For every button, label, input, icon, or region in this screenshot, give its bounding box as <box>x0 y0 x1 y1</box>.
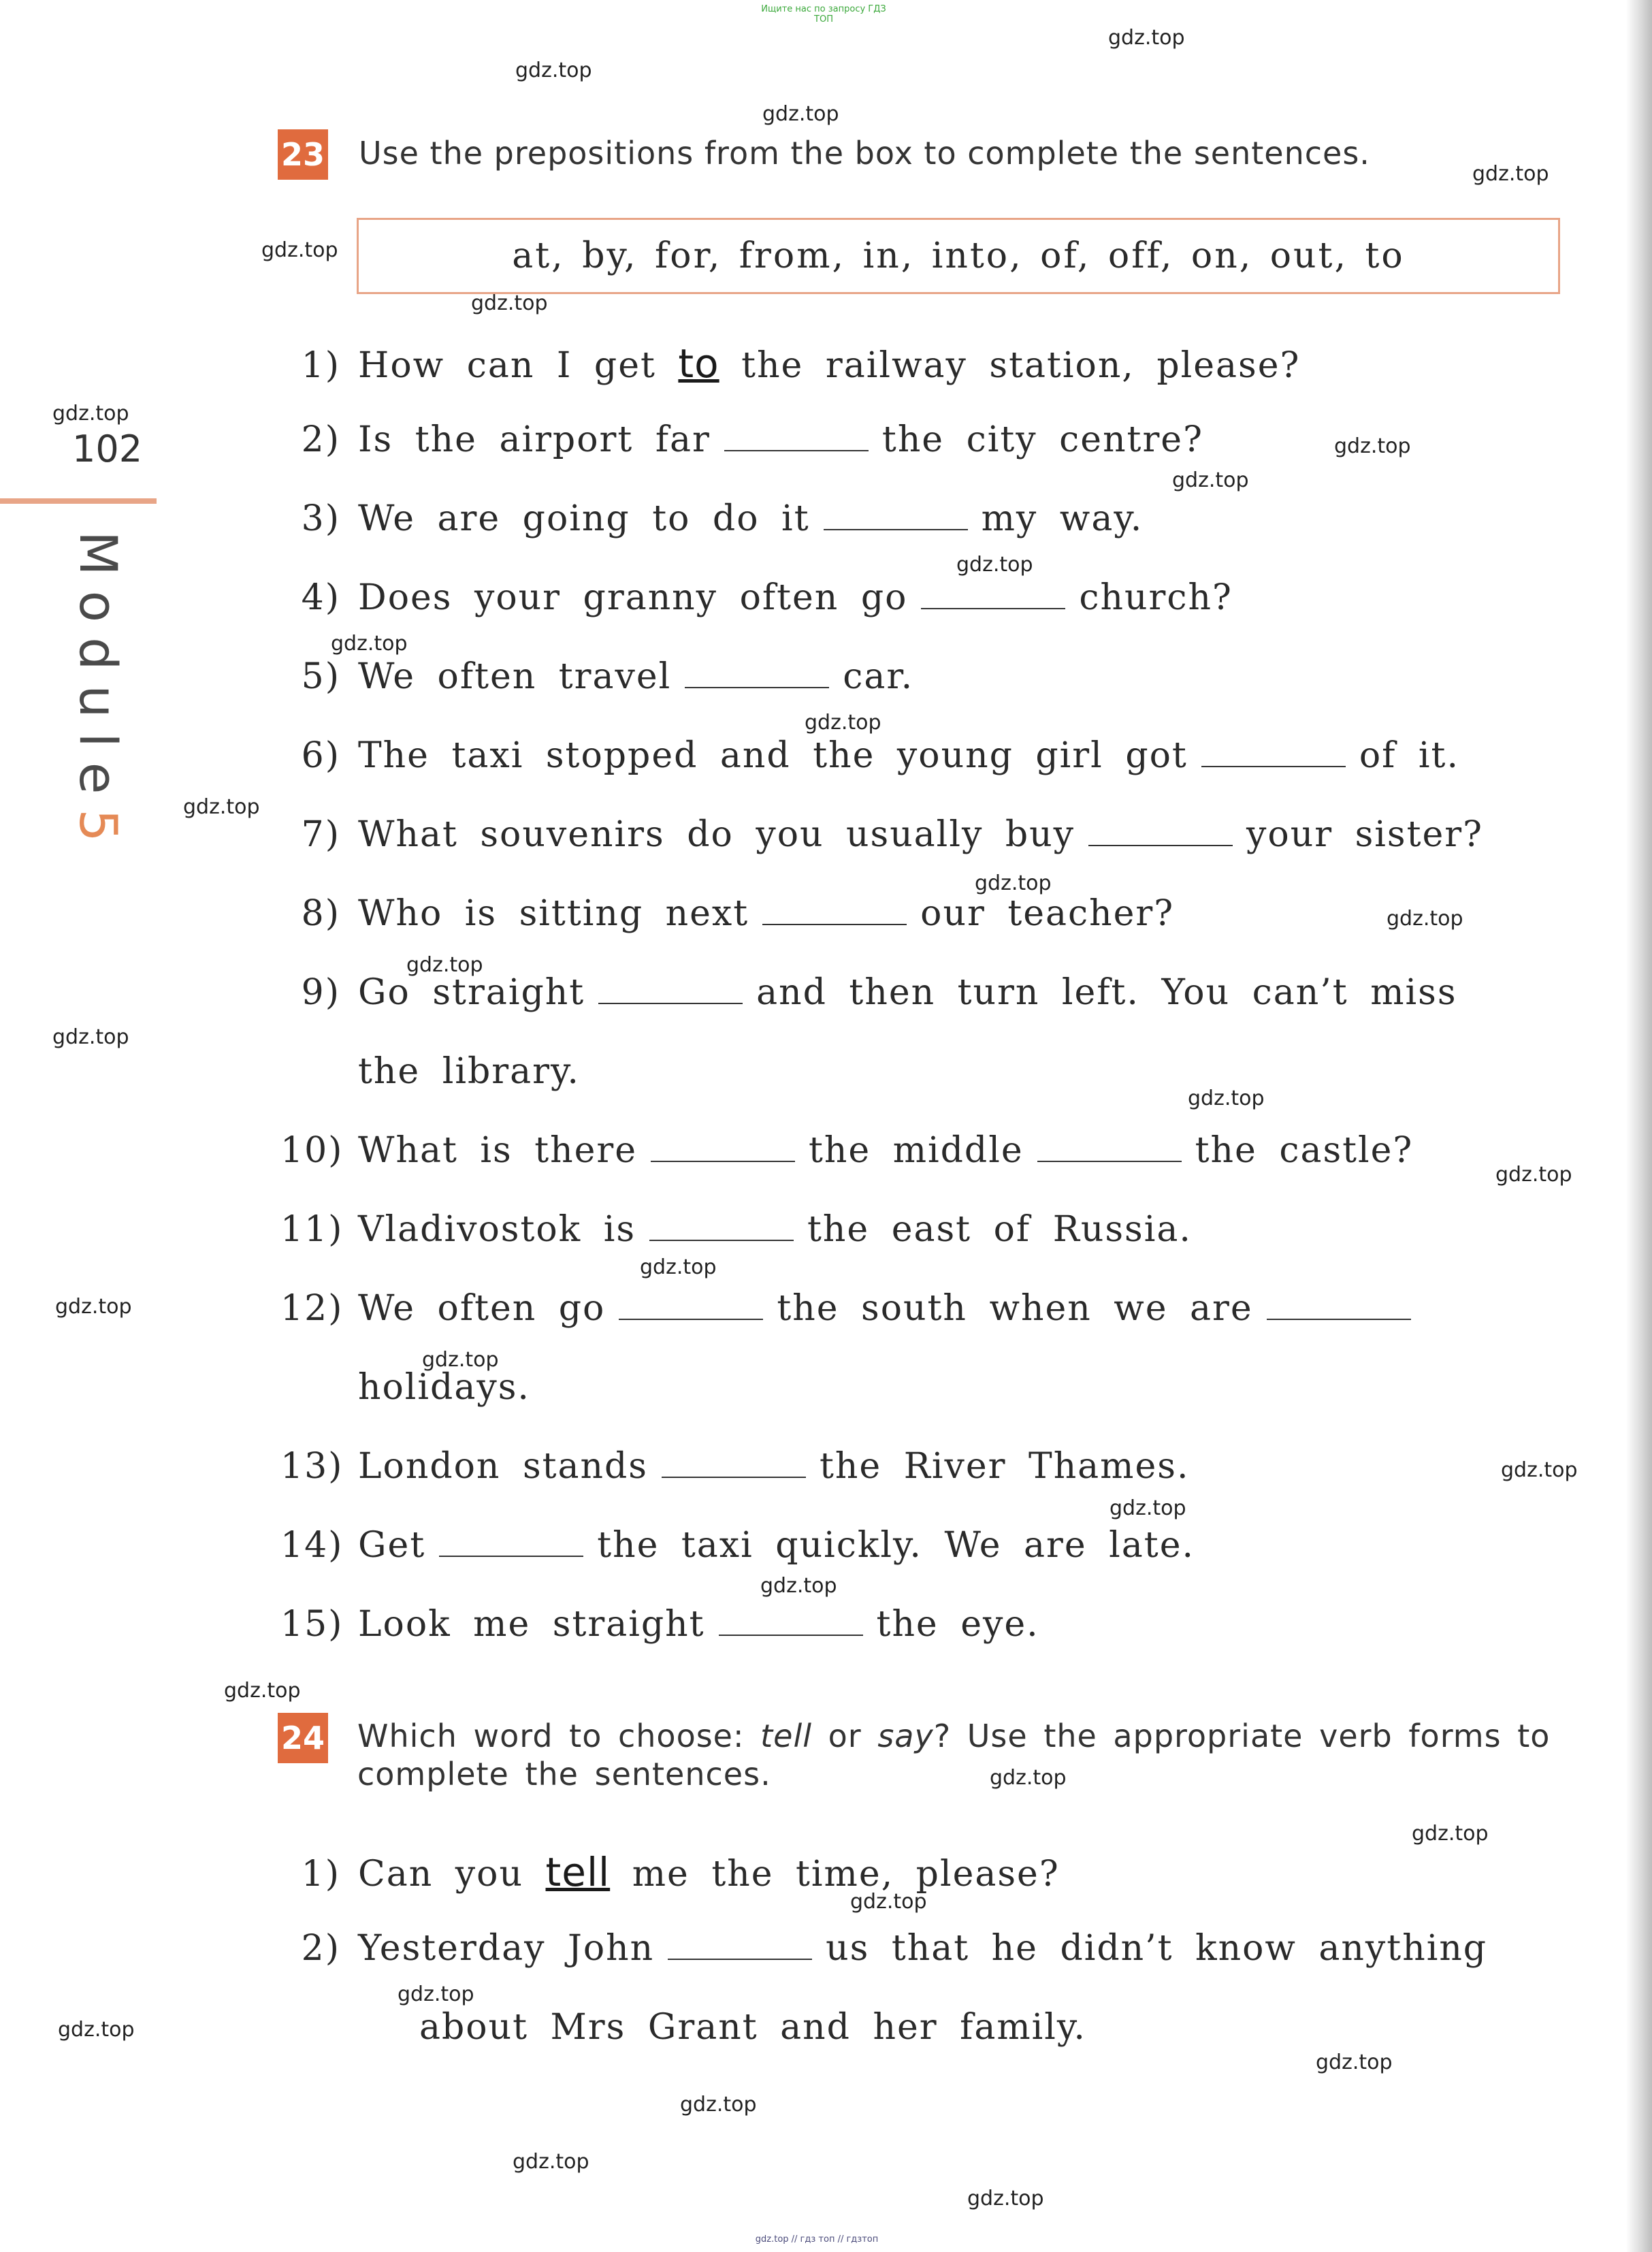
exercise-24-number: 24 <box>278 1713 328 1763</box>
module-number: 5 <box>68 809 129 857</box>
sentence-text: the city centre? <box>881 419 1203 460</box>
watermark: gdz.top <box>224 1679 301 1703</box>
answer-blank[interactable] <box>649 1236 794 1241</box>
watermark: gdz.top <box>261 238 338 262</box>
ex23-sentence-8 <box>280 893 1174 934</box>
answer-blank[interactable] <box>1201 762 1346 767</box>
sentence-text: me the time, please? <box>632 1854 1060 1895</box>
sentence-text: Yesterday John <box>358 1928 655 1969</box>
page-number: 102 <box>72 428 143 470</box>
item-number: 13) <box>280 1446 344 1487</box>
sentence-text: your sister? <box>1246 814 1483 855</box>
sentence-text: the east of Russia. <box>807 1209 1192 1250</box>
watermark: gdz.top <box>58 2018 135 2042</box>
watermark: gdz.top <box>762 102 839 126</box>
watermark: gdz.top <box>967 2187 1044 2210</box>
watermark: gdz.top <box>1110 1496 1186 1520</box>
item-number: 1) <box>301 345 340 386</box>
instruction-text: ? Use the appropriate verb forms to complete the sentences. <box>357 1718 1551 1792</box>
watermark: gdz.top <box>515 59 592 82</box>
sentence-text: the south when we are <box>777 1288 1253 1329</box>
ex23-sentence-4 <box>280 577 1233 618</box>
ex23-sentence-12 <box>280 1288 1425 1329</box>
watermark: gdz.top <box>1501 1458 1578 1482</box>
watermark: gdz.top <box>1495 1163 1572 1187</box>
item-number: 5) <box>301 656 340 697</box>
item-number: 14) <box>280 1525 344 1566</box>
sentence-text: of it. <box>1359 735 1459 776</box>
item-number: 12) <box>280 1288 344 1329</box>
watermark: gdz.top <box>52 1025 129 1049</box>
exercise-23-instruction: Use the prepositions from the box to complete the sentences. <box>359 135 1370 172</box>
sentence-text: Look me straight <box>358 1604 705 1645</box>
sentence-text: Vladivostok is <box>358 1209 636 1250</box>
item-number: 1) <box>301 1854 340 1895</box>
answer-blank[interactable] <box>824 525 968 530</box>
watermark: gdz.top <box>1108 26 1185 50</box>
sentence-text: We are going to do it <box>358 498 810 539</box>
sentence-text: London stands <box>358 1446 648 1487</box>
watermark: gdz.top <box>471 291 548 315</box>
watermark: gdz.top <box>398 1982 474 2006</box>
item-number: 3) <box>301 498 340 539</box>
watermark: gdz.top <box>406 953 483 977</box>
item-number: 2) <box>301 1928 340 1969</box>
item-number: 4) <box>301 577 340 618</box>
answer-blank[interactable] <box>651 1157 795 1162</box>
item-number: 10) <box>280 1130 344 1171</box>
watermark: gdz.top <box>55 1295 132 1319</box>
sentence-text: The taxi stopped and the young girl got <box>358 735 1188 776</box>
ex23-sentence-9 <box>280 972 1457 1013</box>
watermark: gdz.top <box>1334 434 1411 458</box>
handwritten-answer: to <box>678 340 719 387</box>
sentence-text: What is there <box>358 1130 638 1171</box>
watermark: gdz.top <box>1472 162 1549 186</box>
watermark: gdz.top <box>422 1348 499 1372</box>
word-option-say: say <box>877 1718 934 1754</box>
page-edge-shadow <box>1626 0 1652 2252</box>
answer-blank[interactable] <box>921 604 1065 609</box>
ex23-sentence-13 <box>280 1446 1189 1487</box>
watermark: gdz.top <box>975 871 1052 895</box>
sentence-text: We often go <box>358 1288 606 1329</box>
sentence-text: church? <box>1079 577 1233 618</box>
ex23-sentence-9-continuation <box>358 1051 580 1092</box>
watermark: gdz.top <box>1412 1822 1489 1846</box>
watermark: gdz.top <box>805 711 881 735</box>
module-text: Module <box>68 531 129 809</box>
answer-blank[interactable] <box>619 1315 763 1320</box>
sentence-text: What souvenirs do you usually buy <box>358 814 1075 855</box>
answer-blank[interactable] <box>762 920 907 925</box>
watermark: gdz.top <box>1188 1087 1265 1110</box>
item-number: 11) <box>280 1209 344 1250</box>
watermark: gdz.top <box>183 795 260 819</box>
watermark: gdz.top <box>640 1255 717 1279</box>
watermark: gdz.top <box>331 632 408 656</box>
ex23-sentence-14 <box>280 1525 1195 1566</box>
watermark: gdz.top <box>1387 907 1463 931</box>
answer-blank[interactable] <box>724 446 869 451</box>
watermark: gdz.top <box>1316 2050 1393 2074</box>
exercise-24-instruction <box>357 1717 1596 1793</box>
sentence-text: Who is sitting next <box>358 893 749 934</box>
sentence-text: Can you <box>358 1854 523 1895</box>
answer-blank[interactable] <box>662 1473 806 1478</box>
watermark: gdz.top <box>513 2150 589 2174</box>
ex23-sentence-15 <box>280 1604 1039 1645</box>
instruction-text: Which word to choose: <box>357 1718 745 1754</box>
exercise-23-number: 23 <box>278 129 328 180</box>
sentence-text: Get <box>358 1525 426 1566</box>
watermark: gdz.top <box>680 2093 757 2117</box>
ex23-sentence-11 <box>280 1209 1192 1250</box>
instruction-text: or <box>828 1718 862 1754</box>
ex24-sentence-2 <box>280 1928 1487 1969</box>
sentence-text: the River Thames. <box>820 1446 1190 1487</box>
sentence-text: We often travel <box>358 656 672 697</box>
answer-blank[interactable] <box>719 1630 863 1636</box>
sentence-text: the eye. <box>876 1604 1039 1645</box>
word-option-tell: tell <box>760 1718 813 1754</box>
item-number: 6) <box>301 735 340 776</box>
ex23-sentence-6 <box>280 735 1459 776</box>
item-number: 2) <box>301 419 340 460</box>
watermark: gdz.top <box>956 553 1033 577</box>
item-number: 9) <box>301 972 340 1013</box>
ex23-sentence-5 <box>280 656 913 697</box>
page-divider <box>0 498 157 504</box>
watermark: gdz.top <box>760 1574 837 1598</box>
handwritten-answer: tell <box>545 1849 611 1895</box>
answer-blank[interactable] <box>1088 841 1233 846</box>
preposition-box <box>357 218 1560 294</box>
ex23-sentence-12-continuation <box>358 1367 530 1408</box>
sentence-text: our teacher? <box>920 893 1175 934</box>
ex23-sentence-7 <box>280 814 1483 855</box>
sentence-text: car. <box>843 656 914 697</box>
sentence-text: and then turn left. You can’t miss <box>756 972 1457 1013</box>
ex24-sentence-2-continuation <box>419 2007 1086 2048</box>
top-note: Ищите нас по запросу ГДЗ ТОП <box>761 4 886 25</box>
sentence-text: my way. <box>981 498 1144 539</box>
sentence-text: the taxi quickly. We are late. <box>597 1525 1195 1566</box>
answer-blank[interactable] <box>439 1551 583 1557</box>
sentence-text: the railway station, please? <box>741 345 1301 386</box>
item-number: 8) <box>301 893 340 934</box>
watermark: gdz.top <box>990 1766 1067 1790</box>
bottom-note: gdz.top // гдз топ // гдзтоп <box>755 2234 879 2245</box>
ex23-sentence-1 <box>280 340 1300 387</box>
answer-blank[interactable] <box>685 683 829 688</box>
module-label <box>68 531 129 857</box>
sentence-text: holidays. <box>358 1367 530 1408</box>
sentence-text: us that he didn’t know anything <box>826 1928 1488 1969</box>
answer-blank[interactable] <box>598 999 743 1004</box>
answer-blank[interactable] <box>668 1955 812 1960</box>
ex23-sentence-10 <box>280 1130 1413 1171</box>
item-number: 7) <box>301 814 340 855</box>
sentence-text: the middle <box>809 1130 1024 1171</box>
preposition-list: at, by, for, from, in, into, of, off, on, out, to <box>512 236 1405 276</box>
sentence-text: Go straight <box>358 972 585 1013</box>
sentence-text: Does your granny often go <box>358 577 908 618</box>
ex24-sentence-1 <box>280 1849 1060 1895</box>
watermark: gdz.top <box>850 1890 927 1914</box>
item-number: 15) <box>280 1604 344 1645</box>
sentence-text: the castle? <box>1195 1130 1414 1171</box>
ex23-sentence-3 <box>280 498 1143 539</box>
sentence-text: about Mrs Grant and her family. <box>419 2007 1086 2048</box>
ex23-sentence-2 <box>280 419 1203 460</box>
sentence-text: How can I get <box>358 345 656 386</box>
sentence-text: the library. <box>358 1051 580 1092</box>
answer-blank[interactable] <box>1267 1315 1411 1320</box>
watermark: gdz.top <box>1172 468 1249 492</box>
answer-blank[interactable] <box>1037 1157 1182 1162</box>
sentence-text: Is the airport far <box>358 419 711 460</box>
watermark: gdz.top <box>52 402 129 425</box>
